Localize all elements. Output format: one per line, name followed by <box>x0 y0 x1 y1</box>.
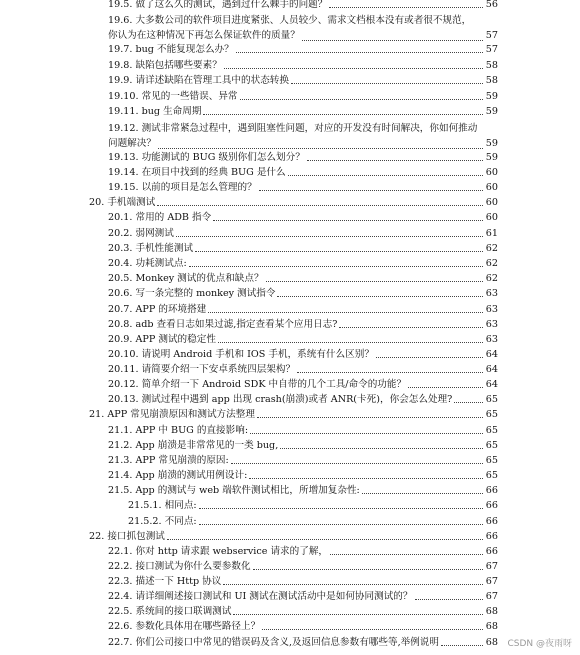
toc-entry-title: 请详细阐述接口测试和 UI 测试在测试活动中是如何协同测试的？ <box>135 591 413 602</box>
toc-entry-page: 60 <box>485 167 498 178</box>
toc-entry[interactable] <box>108 606 498 617</box>
toc-entry[interactable] <box>108 379 498 390</box>
toc-entry-title: 写一条完整的 monkey 测试指令 <box>135 288 276 299</box>
toc-entry-page: 63 <box>485 288 498 299</box>
toc-entry-page: 66 <box>485 516 498 527</box>
toc-entry-number: 22.6. <box>108 621 133 632</box>
dot-leader <box>189 266 483 267</box>
toc-entry[interactable] <box>108 364 498 375</box>
toc-entry-title: 功耗测试点: <box>135 258 187 269</box>
toc-entry-number: 19.11. <box>108 106 139 117</box>
toc-entry-number: 19.14. <box>108 167 139 178</box>
toc-entry-title: 接口抓包测试 <box>107 531 165 542</box>
toc-entry-title: APP 常见崩溃原因和测试方法整理 <box>107 409 255 420</box>
toc-entry-page: 59 <box>485 91 498 102</box>
toc-entry-title: 缺陷包括哪些要素？ <box>135 60 222 71</box>
toc-entry-page: 63 <box>485 319 498 330</box>
toc-entry-title-continued: 你认为在这种情况下再怎么保证软件的质量？ <box>108 30 300 41</box>
toc-entry-number: 20.12. <box>108 379 139 390</box>
toc-entry-title: adb 查看日志如果过滤,指定查看某个应用日志? <box>135 319 338 330</box>
toc-entry-page: 57 <box>485 30 498 41</box>
dot-leader <box>280 448 483 449</box>
toc-entry-number: 19.7. <box>108 44 133 55</box>
watermark: CSDN @夜雨呀 <box>507 639 572 649</box>
toc-entry-number: 22. <box>89 531 105 542</box>
toc-entry-page: 59 <box>485 106 498 117</box>
toc-entry[interactable] <box>108 44 498 55</box>
toc-entry-title: App 崩溃是非常常见的一类 bug, <box>135 440 279 451</box>
dot-leader <box>176 236 483 237</box>
toc-entry-page: 62 <box>485 273 498 284</box>
dot-leader <box>199 508 483 509</box>
toc-entry[interactable] <box>108 0 498 10</box>
toc-entry-title: 以前的项目是怎么管理的？ <box>141 182 257 193</box>
toc-entry[interactable] <box>108 485 498 496</box>
dot-leader <box>262 629 483 630</box>
toc-entry-title: 系统间的接口联调测试 <box>135 606 232 617</box>
toc-entry-title: 功能测试的 BUG 级别你们怎么划分？ <box>141 152 305 163</box>
toc-entry-page: 56 <box>485 0 498 10</box>
toc-entry[interactable] <box>89 197 498 208</box>
toc-entry-page: 58 <box>485 75 498 86</box>
toc-entry-page: 66 <box>485 531 498 542</box>
dot-leader <box>231 463 483 464</box>
toc-entry-title: bug 生命周期 <box>141 106 202 117</box>
toc-entry[interactable] <box>108 455 498 466</box>
toc-entry-number: 20.2. <box>108 228 133 239</box>
toc-entry-number: 21.2. <box>108 440 133 451</box>
dot-leader <box>218 342 483 343</box>
toc-entry-number: 20.3. <box>108 243 133 254</box>
toc-entry-number: 22.1. <box>108 546 133 557</box>
toc-entry[interactable] <box>108 394 498 405</box>
toc-entry-page: 58 <box>485 60 498 71</box>
toc-entry-number: 21.1. <box>108 425 133 436</box>
toc-entry-title: App 崩溃的测试用例设计: <box>135 470 248 481</box>
toc-entry-number: 19.8. <box>108 60 133 71</box>
toc-entry-title: 接口测试为你什么要参数化 <box>135 561 251 572</box>
toc-entry-number: 19.13. <box>108 152 139 163</box>
toc-entry[interactable] <box>108 334 498 345</box>
toc-entry-number: 22.5. <box>108 606 133 617</box>
dot-leader <box>249 478 483 479</box>
toc-entry[interactable] <box>89 531 498 542</box>
toc-entry-page: 62 <box>485 243 498 254</box>
toc-entry-title: 你对 http 请求跟 webservice 请求的了解， <box>135 546 329 557</box>
toc-entry[interactable] <box>108 591 498 602</box>
toc-entry-page: 68 <box>485 621 498 632</box>
toc-entry-title: Monkey 测试的优点和缺点？ <box>135 273 264 284</box>
toc-entry-number: 20.6. <box>108 288 133 299</box>
toc-entry-page: 63 <box>485 304 498 315</box>
toc-entry-number: 19.5. <box>108 0 133 10</box>
toc-entry-page: 57 <box>485 44 498 55</box>
toc-entry-title: 简单介绍一下 Android SDK 中自带的几个工具/命令的功能？ <box>141 379 407 390</box>
toc-entry-title: 描述一下 Http 协议 <box>135 576 222 587</box>
toc-entry-page: 59 <box>485 138 498 149</box>
toc-entry-page: 65 <box>485 470 498 481</box>
toc-entry[interactable] <box>108 182 498 193</box>
dot-leader <box>240 99 483 100</box>
toc-entry-page: 66 <box>485 546 498 557</box>
toc-entry[interactable] <box>108 470 498 481</box>
toc-entry-title: 常用的 ADB 指令 <box>135 212 212 223</box>
dot-leader <box>297 372 483 373</box>
toc-entry-title: 请简要介绍一下安卓系统四层架构？ <box>141 364 296 375</box>
toc-entry-number: 21.5.1. <box>128 500 162 511</box>
toc-entry[interactable] <box>108 561 498 572</box>
toc-entry-number: 22.4. <box>108 591 133 602</box>
toc-entry[interactable] <box>108 167 498 178</box>
toc-entry-page: 61 <box>485 228 498 239</box>
toc-entry-page: 66 <box>485 485 498 496</box>
dot-leader <box>415 599 484 600</box>
dot-leader <box>223 584 483 585</box>
toc-entry-page: 64 <box>485 349 498 360</box>
toc-entry-page: 60 <box>485 197 498 208</box>
toc-entry-page: 67 <box>485 561 498 572</box>
toc-entry-title: APP 中 BUG 的直接影响: <box>135 425 249 436</box>
toc-entry-page: 64 <box>485 364 498 375</box>
toc-entry-number: 21.5.2. <box>128 516 162 527</box>
toc-entry-title: 请说明 Android 手机和 IOS 手机，系统有什么区别？ <box>141 349 374 360</box>
toc-entry-number: 19.12. <box>108 123 139 134</box>
dot-leader <box>199 524 483 525</box>
toc-entry[interactable] <box>108 319 498 330</box>
dot-leader <box>250 433 483 434</box>
toc-entry-page: 63 <box>485 334 498 345</box>
toc-entry[interactable] <box>108 258 498 269</box>
toc-entry-title: 请详述缺陷在管理工具中的状态转换 <box>135 75 289 86</box>
toc-entry-number: 20.4. <box>108 258 133 269</box>
toc-entry-number: 19.6. <box>108 15 133 26</box>
dot-leader <box>253 569 483 570</box>
toc-entry[interactable] <box>108 106 498 117</box>
toc-entry-title: 测试非常紧急过程中，遇到阻塞性问题，对应的开发没有时间解决，你如何推动 <box>141 123 478 134</box>
toc-entry[interactable] <box>128 516 498 527</box>
dot-leader <box>376 357 483 358</box>
toc-entry-number: 22.7. <box>108 637 133 648</box>
dot-leader <box>158 148 483 149</box>
toc-entry-number: 19.9. <box>108 75 133 86</box>
toc-entry-number: 22.2. <box>108 561 133 572</box>
dot-leader <box>362 493 483 494</box>
toc-entry-title: APP 测试的稳定性 <box>135 334 216 345</box>
dot-leader <box>195 251 483 252</box>
dot-leader <box>208 312 483 313</box>
toc-entry[interactable] <box>128 500 498 511</box>
dot-leader <box>224 68 483 69</box>
toc-entry-page: 66 <box>485 500 498 511</box>
toc-entry-page: 59 <box>485 152 498 163</box>
toc-entry-number: 20.11. <box>108 364 139 375</box>
toc-entry-title-continued: 问题解决？ <box>108 138 156 149</box>
dot-leader <box>203 114 483 115</box>
toc-entry[interactable] <box>108 91 498 102</box>
toc-entry-page: 65 <box>485 409 498 420</box>
toc-entry-title: APP 的环境搭建 <box>135 304 207 315</box>
toc-entry-number: 20. <box>89 197 105 208</box>
dot-leader <box>257 417 483 418</box>
toc-entry-title: App 的测试与 web 端软件测试相比，所增加复杂性: <box>135 485 360 496</box>
toc-entry-title: 参数化具体用在哪些路径上？ <box>135 621 261 632</box>
dot-leader <box>307 160 483 161</box>
dot-leader <box>266 281 483 282</box>
toc-entry-page: 60 <box>485 212 498 223</box>
toc-entry[interactable] <box>108 121 498 151</box>
toc-entry-title: 手机性能测试 <box>135 243 194 254</box>
dot-leader <box>454 402 483 403</box>
toc-entry[interactable] <box>108 243 498 254</box>
dot-leader <box>408 387 483 388</box>
toc-entry-page: 60 <box>485 182 498 193</box>
toc-entry-title: 常见的一些错误、异常 <box>141 91 238 102</box>
toc-entry-title: APP 常见崩溃的原因: <box>135 455 229 466</box>
dot-leader <box>329 7 483 8</box>
toc-entry-title: 弱网测试 <box>135 228 174 239</box>
toc-entry[interactable] <box>108 349 498 360</box>
toc-entry[interactable] <box>108 75 498 86</box>
toc-entry-page: 62 <box>485 258 498 269</box>
dot-leader <box>259 190 483 191</box>
dot-leader <box>213 220 483 221</box>
toc-entry-title: 做了这么久的测试，遇到过什么棘手的问题？ <box>135 0 328 10</box>
toc-entry-number: 20.9. <box>108 334 133 345</box>
toc-entry-page: 65 <box>485 455 498 466</box>
toc-entry-number: 20.7. <box>108 304 133 315</box>
dot-leader <box>288 175 483 176</box>
toc-entry-page: 68 <box>485 637 498 648</box>
toc-entry-number: 20.10. <box>108 349 139 360</box>
toc-entry[interactable] <box>108 13 498 43</box>
toc-entry-title: 不同点: <box>164 516 197 527</box>
toc-entry-number: 20.8. <box>108 319 133 330</box>
toc-entry[interactable] <box>108 546 498 557</box>
toc-entry-title: 测试过程中遇到 app 出现 crash(崩溃)或者 ANR(卡死)，你会怎么处理? <box>141 394 453 405</box>
toc-entry[interactable] <box>108 425 498 436</box>
toc-entry[interactable] <box>108 288 498 299</box>
toc-entry-page: 64 <box>485 379 498 390</box>
dot-leader <box>302 40 483 41</box>
dot-leader <box>157 205 483 206</box>
toc-entry-page: 67 <box>485 576 498 587</box>
toc-entry-number: 19.15. <box>108 182 139 193</box>
toc-entry-title: 在项目中找到的经典 BUG 是什么 <box>141 167 286 178</box>
toc-entry[interactable] <box>108 621 498 632</box>
toc-entry[interactable] <box>108 273 498 284</box>
toc-entry[interactable] <box>108 304 498 315</box>
toc-entry-number: 20.1. <box>108 212 133 223</box>
dot-leader <box>167 539 483 540</box>
toc-entry-number: 19.10. <box>108 91 139 102</box>
toc-entry-number: 21. <box>89 409 105 420</box>
toc-entry[interactable] <box>108 440 498 451</box>
toc-entry[interactable] <box>108 212 498 223</box>
toc-entry[interactable] <box>108 637 498 648</box>
toc-entry[interactable] <box>89 409 498 420</box>
toc-entry-page: 67 <box>485 591 498 602</box>
toc-entry-title: 大多数公司的软件项目进度紧张、人员较少、需求文档根本没有或者很不规范， <box>135 15 472 26</box>
toc-entry-page: 68 <box>485 606 498 617</box>
toc-entry-number: 20.5. <box>108 273 133 284</box>
toc-entry-title: 相同点: <box>164 500 197 511</box>
toc-entry-number: 22.3. <box>108 576 133 587</box>
toc-entry[interactable] <box>108 152 498 163</box>
toc-entry-page: 65 <box>485 394 498 405</box>
toc-entry-page: 65 <box>485 440 498 451</box>
dot-leader <box>339 327 483 328</box>
toc-entry-number: 21.3. <box>108 455 133 466</box>
dot-leader <box>233 614 483 615</box>
dot-leader <box>236 52 483 53</box>
toc-entry-number: 20.13. <box>108 394 139 405</box>
toc-entry-page: 65 <box>485 425 498 436</box>
toc-entry-number: 21.5. <box>108 485 133 496</box>
dot-leader <box>330 554 483 555</box>
toc-entry[interactable] <box>108 576 498 587</box>
dot-leader <box>441 645 483 646</box>
toc-entry[interactable] <box>108 228 498 239</box>
toc-entry-title: 手机端测试 <box>107 197 156 208</box>
toc-entry-number: 21.4. <box>108 470 133 481</box>
toc-entry-title: 你们公司接口中常见的错误码及含义,及返回信息参数有哪些等,举例说明 <box>135 637 439 648</box>
dot-leader <box>291 83 483 84</box>
dot-leader <box>277 296 483 297</box>
toc-entry-title: bug 不能复现怎么办？ <box>135 44 234 55</box>
toc-entry[interactable] <box>108 60 498 71</box>
